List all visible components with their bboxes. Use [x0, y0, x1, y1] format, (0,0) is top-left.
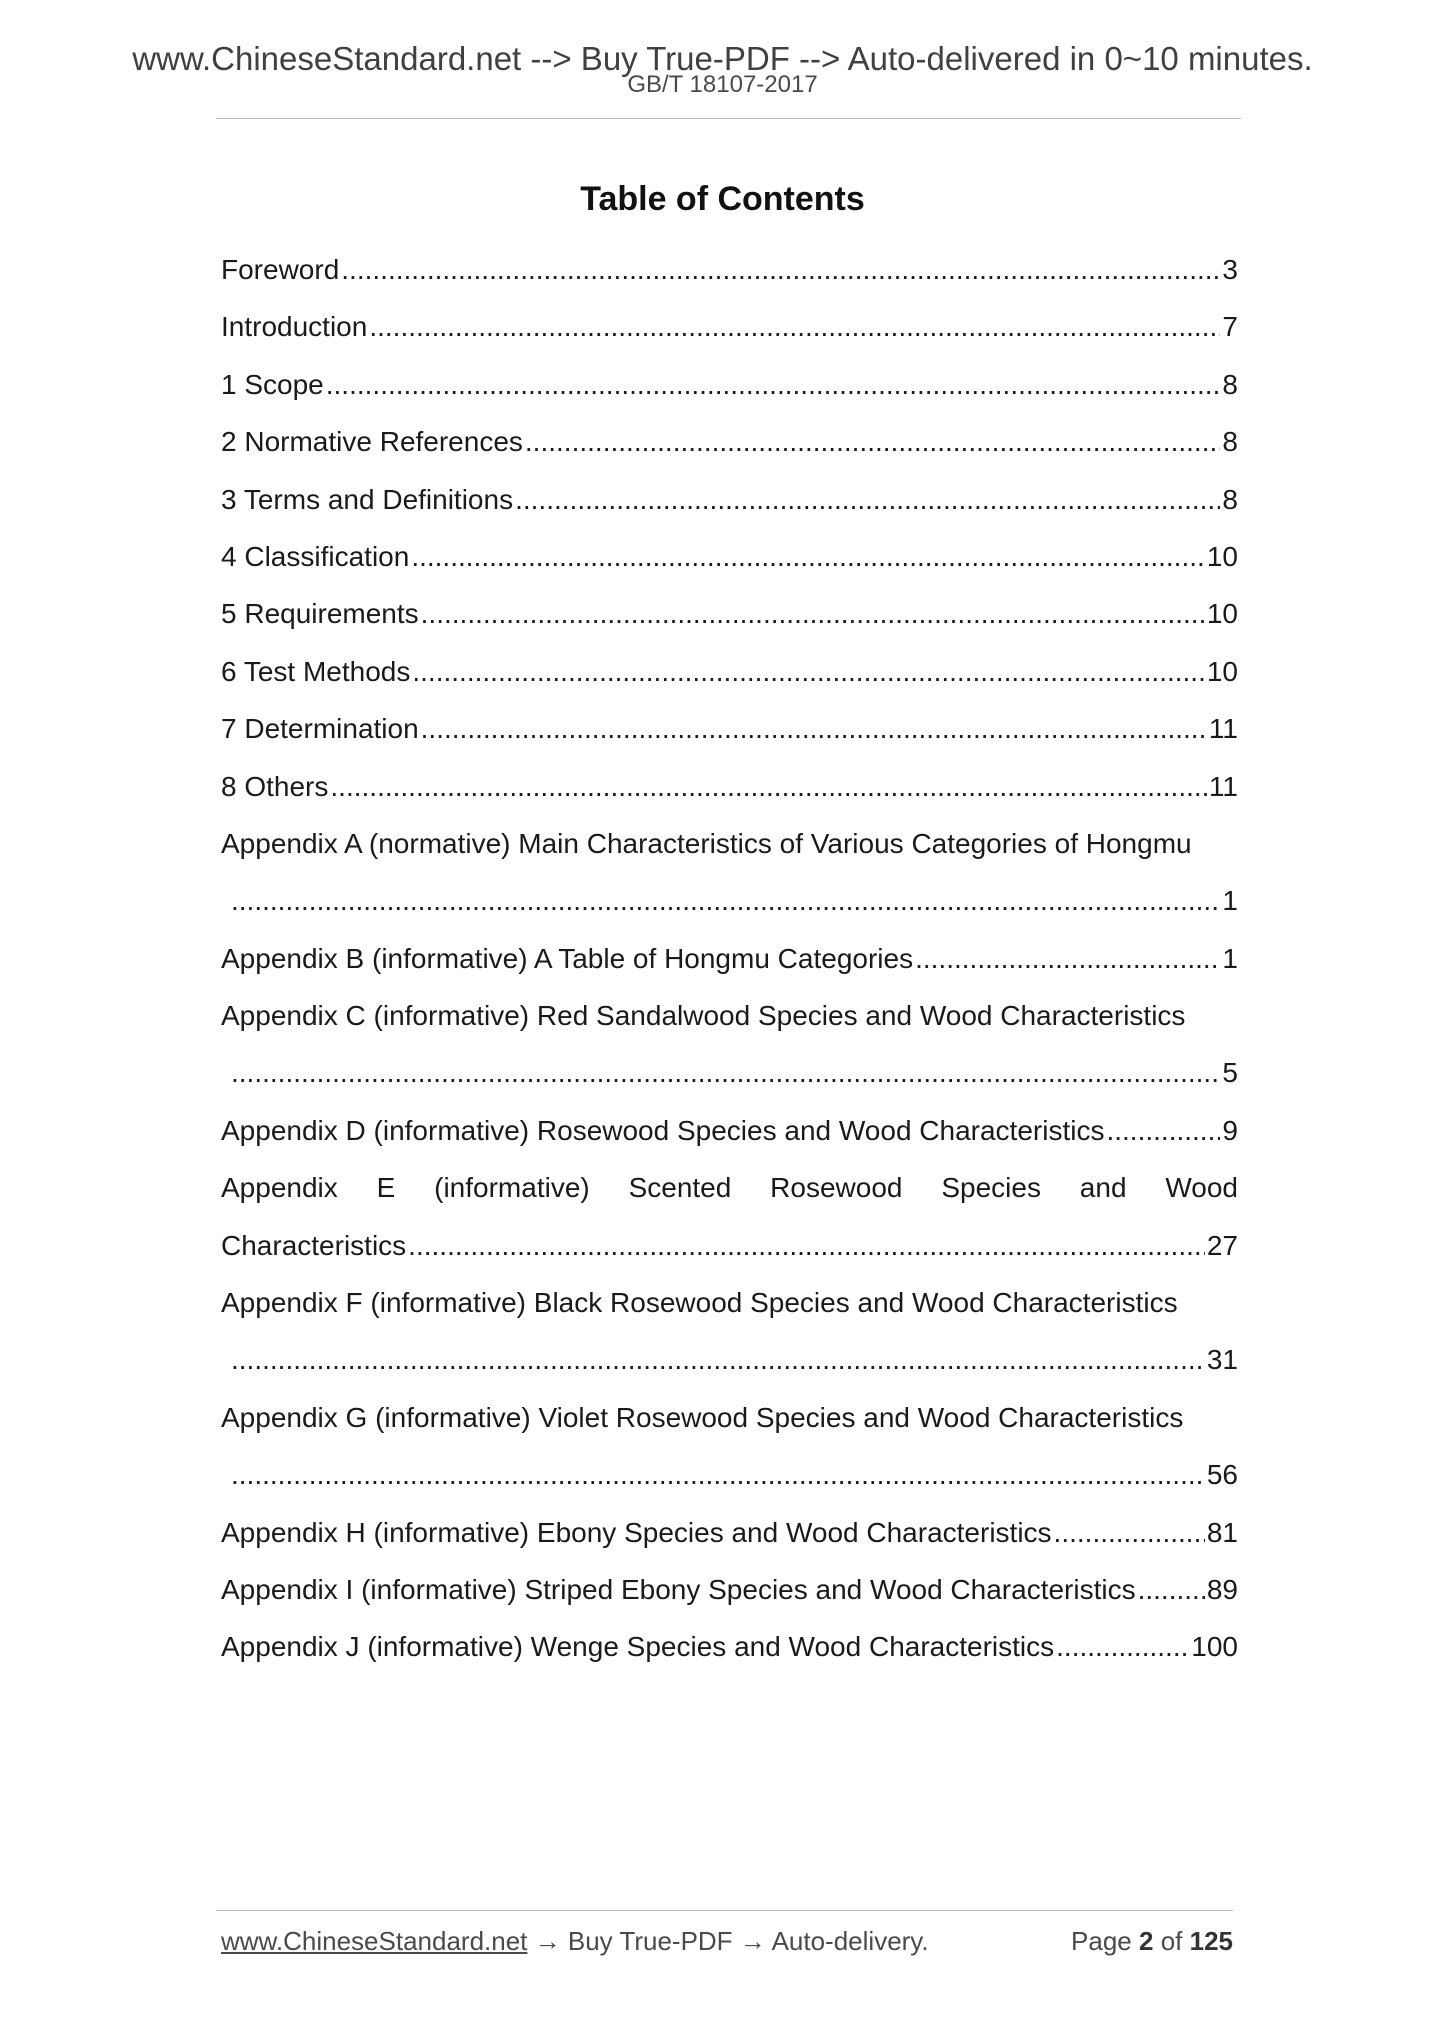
toc-entry-terms-and-definitions[interactable] — [221, 476, 1238, 533]
toc-leader-dots — [412, 648, 1204, 696]
toc-page-number: 56 — [1206, 1459, 1238, 1491]
toc-leader-dots — [421, 590, 1205, 638]
total-pages: 125 — [1189, 1926, 1233, 1956]
toc-entry-label: Appendix C (informative) Red Sandalwood Species and Wood Characteristics — [221, 1000, 1186, 1032]
toc-entry-label: 7 Determination — [221, 713, 419, 745]
toc-entry-normative-references[interactable] — [221, 418, 1238, 475]
toc-page-number: 100 — [1191, 1631, 1238, 1663]
toc-leader-dots — [231, 1049, 1220, 1097]
toc-page-number: 27 — [1206, 1229, 1238, 1261]
toc-entry-label: 1 Scope — [221, 368, 324, 400]
toc-entry-introduction[interactable] — [221, 303, 1238, 360]
footer-site-link[interactable]: www.ChineseStandard.net — [221, 1926, 528, 1956]
toc-leader-dots — [525, 418, 1221, 466]
toc-leader-dots — [1054, 1509, 1205, 1557]
toc-leader-dots — [341, 246, 1220, 294]
toc-page-number: 8 — [1222, 483, 1238, 515]
toc-entry-label: Appendix G (informative) Violet Rosewood Species and Wood Characteristics — [221, 1401, 1184, 1433]
page-title: Table of Contents — [580, 180, 865, 218]
toc-entry-label: 4 Classification — [221, 540, 410, 572]
toc-entry-classification[interactable] — [221, 533, 1238, 590]
toc-leader-dots — [231, 1451, 1205, 1499]
toc-word: Wood — [1165, 1172, 1238, 1204]
toc-word: and — [1079, 1172, 1127, 1204]
toc-leader-dots — [369, 303, 1220, 351]
of-label: of — [1160, 1926, 1183, 1956]
toc-leader-dots — [1138, 1566, 1205, 1614]
footer-tagline: → Buy True-PDF → Auto-delivery. — [527, 1926, 929, 1956]
toc-entry-label: Introduction — [221, 311, 368, 343]
toc-entry-appendix-c[interactable] — [221, 992, 1238, 1107]
toc-entry-label: Appendix F (informative) Black Rosewood Species and Wood Characteristics — [221, 1287, 1178, 1319]
toc-entry-appendix-h[interactable] — [221, 1509, 1238, 1566]
toc-entry-label: 2 Normative References — [221, 426, 523, 458]
toc-entry-appendix-e[interactable] — [221, 1164, 1238, 1279]
toc-page-number: 11 — [1208, 770, 1238, 802]
toc-page-number: 8 — [1222, 368, 1238, 400]
toc-word: E — [376, 1172, 396, 1204]
toc-entry-appendix-a[interactable] — [221, 820, 1238, 935]
toc-page-number: 89 — [1206, 1573, 1238, 1605]
toc-entry-continuation — [221, 1451, 1238, 1508]
toc-page-number: 5 — [1222, 1057, 1238, 1089]
toc-page-number: 10 — [1206, 598, 1238, 630]
toc-word: (informative) — [434, 1172, 590, 1204]
toc-page-number: 10 — [1206, 540, 1238, 572]
toc-entry-foreword[interactable] — [221, 246, 1238, 303]
toc-leader-dots — [330, 763, 1207, 811]
toc-entry-continuation — [221, 1336, 1238, 1393]
toc-entry-label — [221, 1164, 1238, 1221]
toc-entry-requirements[interactable] — [221, 590, 1238, 647]
toc-leader-dots — [1106, 1107, 1220, 1155]
toc-leader-dots — [411, 533, 1205, 581]
toc-entry-label: 6 Test Methods — [221, 655, 411, 687]
toc-entry-appendix-i[interactable] — [221, 1566, 1238, 1623]
toc-entry-continuation — [221, 1222, 1238, 1279]
toc-entry-label: Appendix A (normative) Main Characteristics of Various Categories of Hongmu — [221, 827, 1192, 859]
toc-entry-label: 3 Terms and Definitions — [221, 483, 514, 515]
site-banner: www.ChineseStandard.net --> Buy True-PDF --> Auto-delivered in 0~10 minutes. — [132, 40, 1313, 77]
toc-entry-continuation — [221, 1049, 1238, 1106]
page-footer — [221, 1926, 1233, 1957]
table-of-contents — [221, 246, 1238, 1681]
toc-page-number: 3 — [1222, 254, 1238, 285]
toc-word: Scented — [628, 1172, 732, 1204]
toc-page-number: 11 — [1208, 713, 1238, 745]
toc-page-number: 10 — [1206, 655, 1238, 687]
toc-leader-dots — [421, 705, 1207, 753]
footer-divider — [216, 1910, 1233, 1911]
toc-word: Appendix — [221, 1172, 338, 1204]
toc-page-number: 8 — [1222, 426, 1238, 458]
toc-page-number: 1 — [1222, 942, 1238, 974]
toc-page-number: 7 — [1222, 311, 1238, 343]
page-indicator — [1071, 1926, 1233, 1957]
toc-leader-dots — [1056, 1623, 1189, 1671]
toc-entry-appendix-d[interactable] — [221, 1107, 1238, 1164]
toc-word: Species — [941, 1172, 1041, 1204]
toc-page-number: 31 — [1206, 1344, 1238, 1376]
toc-entry-label-cont: Characteristics — [221, 1229, 407, 1261]
header-divider — [216, 118, 1241, 119]
toc-entry-label: 8 Others — [221, 770, 329, 802]
toc-entry-determination[interactable] — [221, 705, 1238, 762]
toc-entry-appendix-f[interactable] — [221, 1279, 1238, 1394]
standard-code: GB/T 18107-2017 — [627, 71, 818, 98]
toc-leader-dots — [326, 361, 1221, 409]
page-label: Page — [1071, 1926, 1132, 1956]
toc-entry-label: Appendix B (informative) A Table of Hongmu Categories — [221, 942, 914, 974]
toc-leader-dots — [408, 1222, 1205, 1270]
toc-leader-dots — [515, 476, 1220, 524]
toc-entry-scope[interactable] — [221, 361, 1238, 418]
toc-entry-test-methods[interactable] — [221, 648, 1238, 705]
toc-word: Rosewood — [770, 1172, 903, 1204]
toc-page-number: 81 — [1206, 1516, 1238, 1548]
toc-entry-appendix-g[interactable] — [221, 1394, 1238, 1509]
toc-entry-appendix-j[interactable] — [221, 1623, 1238, 1680]
toc-entry-continuation — [221, 877, 1238, 934]
toc-entry-label: Appendix J (informative) Wenge Species and Wood Characteristics — [221, 1631, 1055, 1663]
toc-entry-label: Appendix I (informative) Striped Ebony Species and Wood Characteristics — [221, 1573, 1136, 1605]
toc-entry-others[interactable] — [221, 763, 1238, 820]
current-page-number: 2 — [1138, 1926, 1154, 1956]
toc-entry-label: Appendix D (informative) Rosewood Species and Wood Characteristics — [221, 1114, 1105, 1146]
toc-page-number: 9 — [1222, 1114, 1238, 1146]
toc-leader-dots — [231, 877, 1220, 925]
toc-entry-label: Foreword — [221, 254, 340, 285]
footer-promo — [221, 1926, 929, 1957]
toc-page-number: 1 — [1222, 885, 1238, 917]
toc-leader-dots — [915, 935, 1220, 983]
toc-leader-dots — [231, 1336, 1205, 1384]
toc-entry-label: 5 Requirements — [221, 598, 419, 630]
toc-entry-label: Appendix H (informative) Ebony Species and Wood Characteristics — [221, 1516, 1052, 1548]
toc-entry-appendix-b[interactable] — [221, 935, 1238, 992]
